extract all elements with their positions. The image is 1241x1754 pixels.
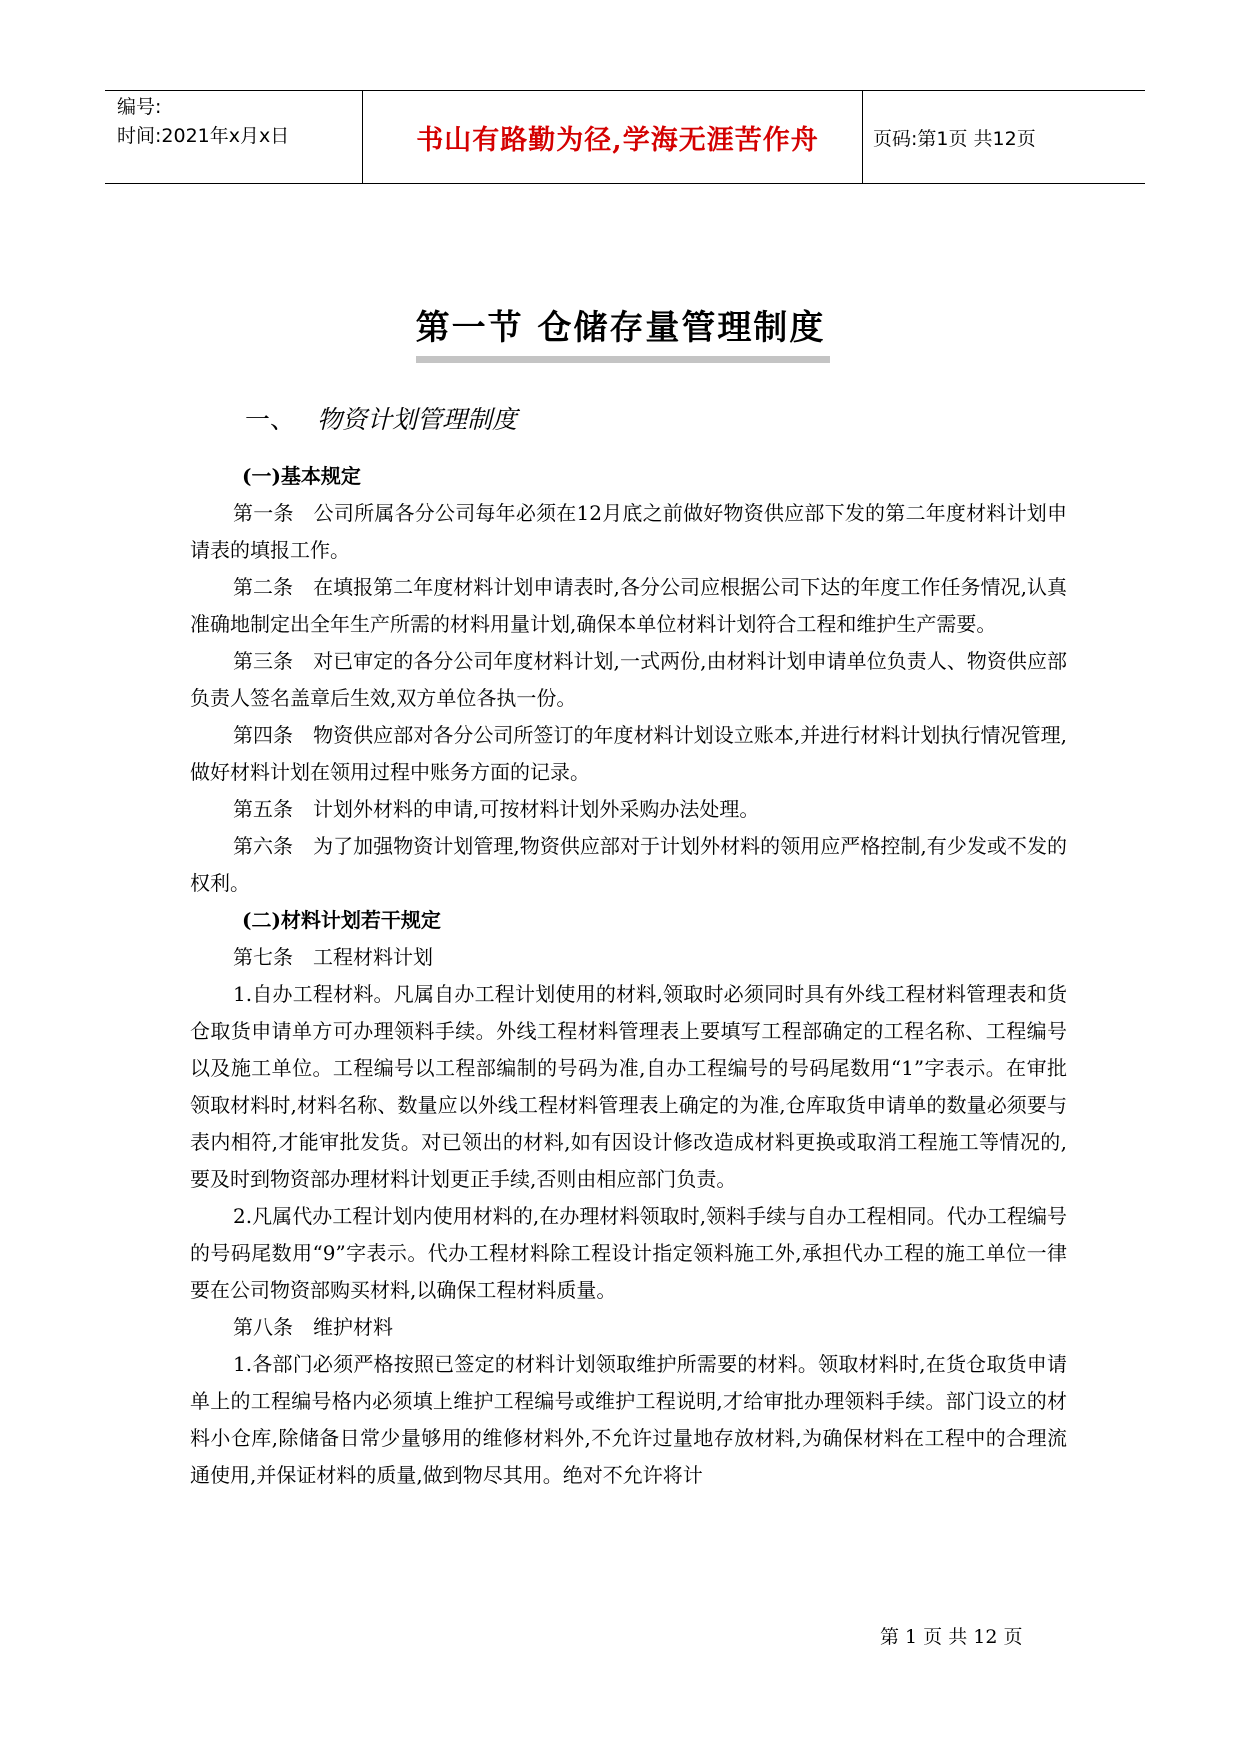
article-text: 在填报第二年度材料计划申请表时,各分公司应根据公司下达的年度工作任务情况,认真准确地制定出全年生产所需的材料用量计划,确保本单位材料计划符合工程和维护生产需要。 (190, 575, 1067, 636)
header-meta (117, 93, 367, 151)
body-paragraph: 2.凡属代办工程计划内使用材料的,在办理材料领取时,领料手续与自办工程相同。代办工程编号的号码尾数用“9”字表示。代办工程材料除工程设计指定领料施工外,承担代办工程的施工单位一律要在公司物资部购买材料,以确保工程材料质量。 (190, 1204, 1067, 1302)
article-paragraph (190, 569, 1067, 643)
article-paragraph (190, 939, 1067, 976)
section-number: 一、 (245, 405, 296, 434)
article-text: 对已审定的各分公司年度材料计划,一式两份,由材料计划申请单位负责人、物资供应部负责人签名盖章后生效,双方单位各执一份。 (190, 649, 1067, 710)
page-footer: 第 1 页 共 12 页 (880, 1626, 1023, 1648)
document-number-label: 编号: (117, 96, 162, 118)
article-text: 工程材料计划 (313, 945, 433, 969)
article-label: 第七条 (233, 945, 293, 969)
header-divider-left (362, 91, 363, 183)
subsection-heading: (二)材料计划若干规定 (242, 908, 441, 932)
section-heading (245, 400, 517, 436)
article-text: 为了加强物资计划管理,物资供应部对于计划外材料的领用应严格控制,有少发或不发的权利。 (190, 834, 1067, 895)
article-paragraph (190, 791, 1067, 828)
document-time: 时间:2021年x月x日 (117, 125, 290, 147)
article-label: 第二条 (233, 575, 294, 599)
title-underline (416, 356, 830, 363)
article-label: 第四条 (233, 723, 294, 747)
section-title: 物资计划管理制度 (317, 405, 518, 434)
page-title: 第一节 仓储存量管理制度 (415, 308, 826, 348)
page-header (105, 90, 1145, 184)
article-label: 第一条 (233, 501, 294, 525)
subsection-heading: (一)基本规定 (242, 464, 361, 488)
article-label: 第八条 (233, 1315, 293, 1339)
header-motto: 书山有路勤为径,学海无涯苦作舟 (416, 124, 819, 156)
article-paragraph (190, 1309, 1067, 1346)
article-text: 计划外材料的申请,可按材料计划外采购办法处理。 (313, 797, 760, 821)
body-paragraph: 1.自办工程材料。凡属自办工程计划使用的材料,领取时必须同时具有外线工程材料管理表和货仓取货申请单方可办理领料手续。外线工程材料管理表上要填写工程部确定的工程名称、工程编号以及施工单位。工程编号以工程部编制的号码为准,自办工程编号的号码尾数用“1”字表示。在审批领取材料时,材料名称、数量应以外线工程材料管理表上确定的为准,仓库取货申请单的数量必须要与表内相符,才能审批发货。对已领出的材料,如有因设计修改造成材料更换或取消工程施工等情况的,要及时到物资部办理材料计划更正手续,否则由相应部门负责。 (190, 982, 1067, 1191)
article-text: 维护材料 (313, 1315, 393, 1339)
article-paragraph (190, 643, 1067, 717)
article-text: 物资供应部对各分公司所签订的年度材料计划设立账本,并进行材料计划执行情况管理,做好材料计划在领用过程中账务方面的记录。 (190, 723, 1067, 784)
article-label: 第六条 (233, 834, 294, 858)
article-paragraph (190, 828, 1067, 902)
body-paragraph: 1.各部门必须严格按照已签定的材料计划领取维护所需要的材料。领取材料时,在货仓取货申请单上的工程编号格内必须填上维护工程编号或维护工程说明,才给审批办理领料手续。部门设立的材料小仓库,除储备日常少量够用的维修材料外,不允许过量地存放材料,为确保材料在工程中的合理流通使用,并保证材料的质量,做到物尽其用。绝对不允许将计 (190, 1352, 1067, 1487)
article-label: 第五条 (233, 797, 293, 821)
article-paragraph (190, 495, 1067, 569)
document-body (190, 458, 1067, 1494)
header-page-info: 页码:第1页 共12页 (873, 127, 1036, 150)
article-paragraph (190, 717, 1067, 791)
article-text: 公司所属各分公司每年必须在12月底之前做好物资供应部下发的第二年度材料计划申请表的填报工作。 (190, 501, 1068, 562)
header-divider-right (862, 91, 863, 183)
article-label: 第三条 (233, 649, 294, 673)
